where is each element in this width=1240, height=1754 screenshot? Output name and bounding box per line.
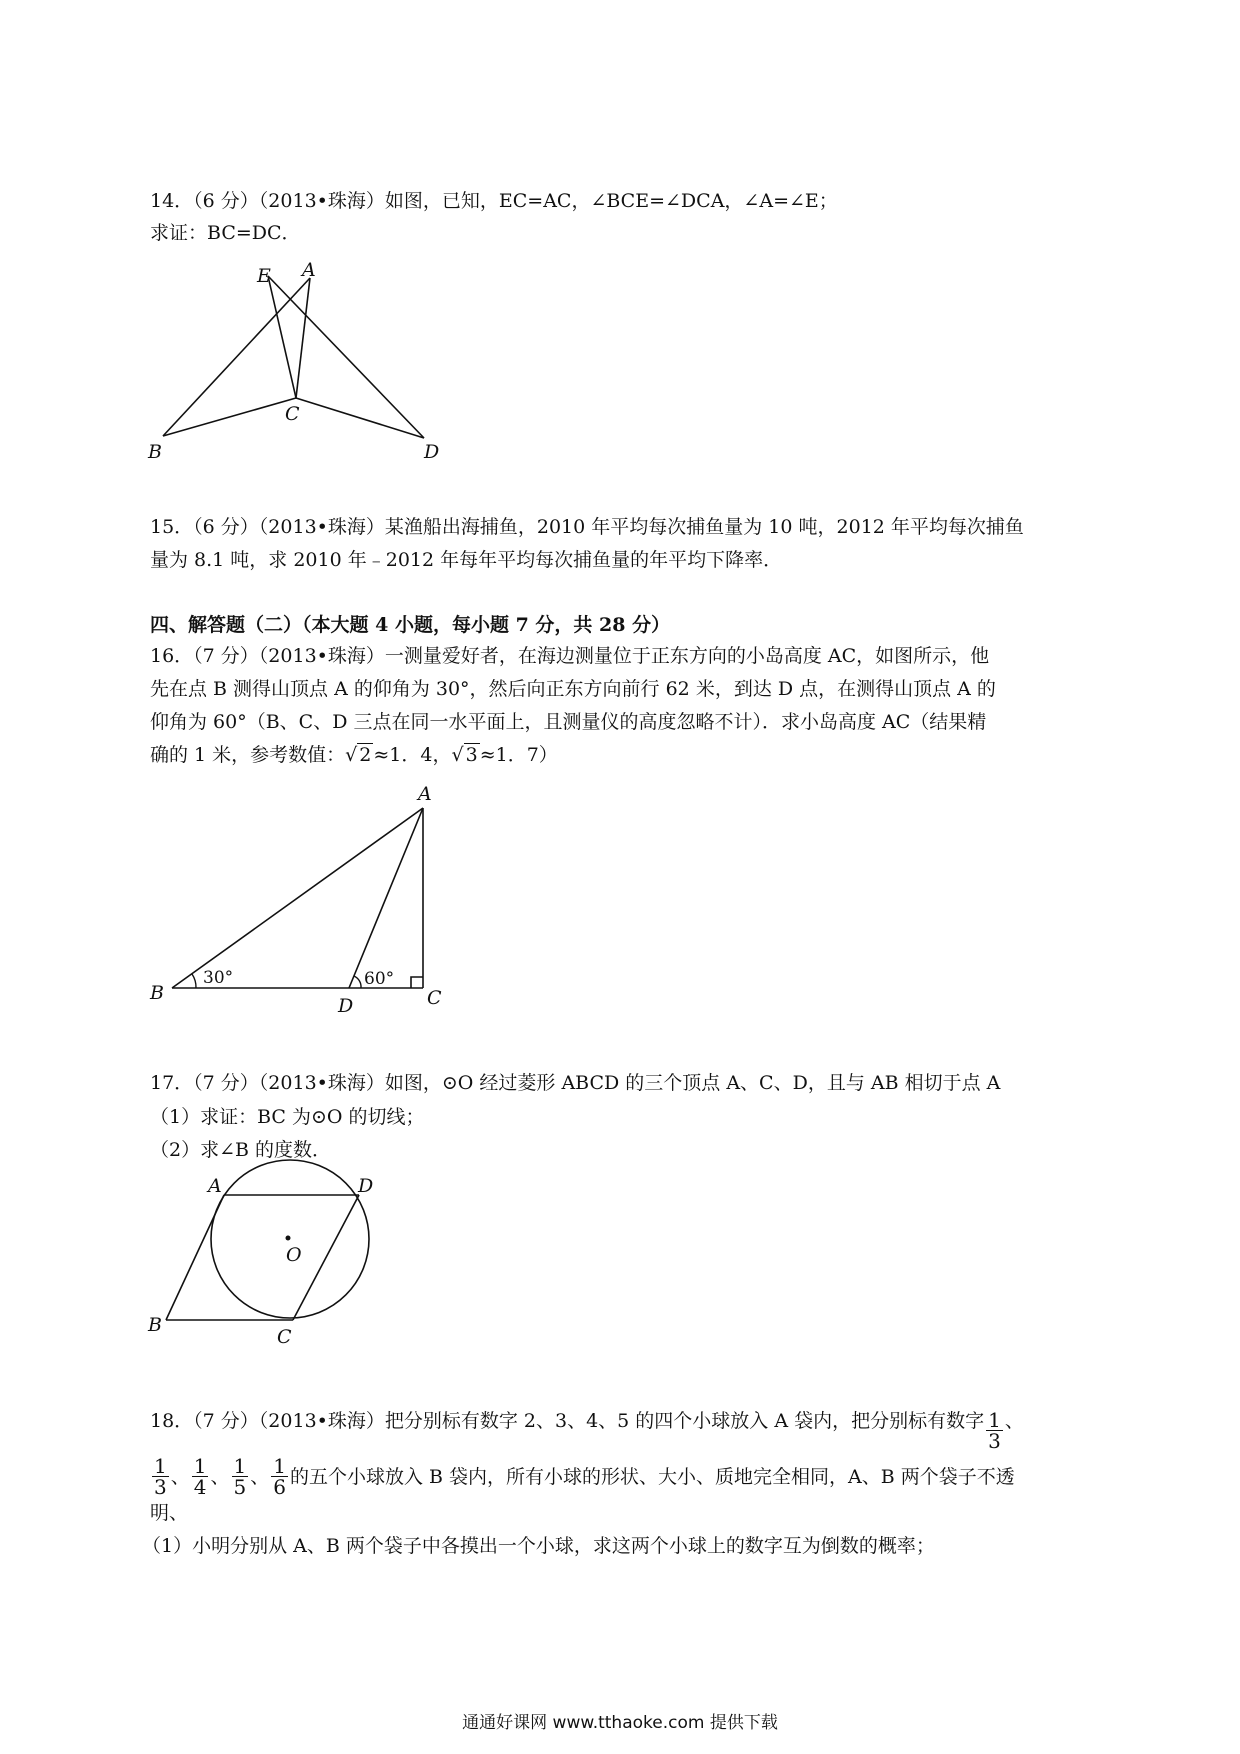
q14-label-b: B [148,441,162,463]
footer-credit: 通通好课网 www.tthaoke.com 提供下载 [462,1713,778,1733]
q16-label-b: B [150,982,164,1004]
q16-label-a: A [418,783,432,805]
q17-line2: （1）求证：BC 为⊙O 的切线； [150,1106,425,1128]
q14-label-e: E [257,265,271,287]
q16-angle-label-d: 60° [364,969,395,989]
q18-fraction-1-4: $\frac{1}{4}$ [193,1454,207,1499]
q18-first-fraction: $\frac{1}{3}$ [988,1408,1001,1453]
q18-comma-1: 、 [170,1465,190,1488]
q18-fraction-1-6: $\frac{1}{6}$ [273,1454,286,1499]
q16-label-d: D [338,995,354,1017]
q14-label-c: C [285,403,300,425]
sqrt2-expr: √ 2 [345,744,372,766]
q17-label-a: A [208,1175,222,1197]
sqrt3-expr: √ 3 [451,744,478,766]
q18-line2 [150,1456,1015,1497]
q18-comma-2: 、 [210,1465,230,1488]
q17-line1: 17．（7 分）（2013•珠海）如图，⊙O 经过菱形 ABCD 的三个顶点 A、C、D，且与 AB 相切于点 A [150,1072,1001,1094]
q14-line2: 求证：BC=DC． [150,222,301,244]
q16-line2: 先在点 B 测得山顶点 A 的仰角为 30°，然后向正东方向前行 62 米，到达 D 点，在测得山顶点 A 的 [150,678,996,700]
q18-line1 [150,1400,1024,1453]
q17-label-o: O [286,1244,302,1266]
q18-line2-text: 的五个小球放入 B 袋内，所有小球的形状、大小、质地完全相同，A、B 两个袋子不透 [289,1465,1015,1488]
q17-segment-dc [293,1195,359,1320]
q18-fraction-1-3: $\frac{1}{3}$ [154,1454,167,1499]
q18-separator: 、 [1004,1409,1024,1432]
q17-label-b: B [148,1314,162,1336]
q16-label-c: C [427,987,442,1009]
q18-comma-3: 、 [250,1465,270,1488]
approx1: ≈1．4， [373,744,452,766]
q17-label-d: D [358,1175,374,1197]
q16-line4-prefix: 确的 1 米，参考数值： [150,744,346,766]
q15-line2: 量为 8.1 吨，求 2010 年﹣2012 年每年平均每次捕鱼量的年平均下降率． [150,549,783,571]
q18-line1-text: 18．（7 分）（2013•珠海）把分别标有数字 2、3、4、5 的四个小球放入 A 袋内，把分别标有数字 [150,1409,985,1432]
q17-line3: （2）求∠B 的度数． [150,1139,332,1161]
q14-label-d: D [424,441,440,463]
approx2: ≈1．7） [479,744,558,766]
q14-label-a: A [302,259,316,281]
q14-line1: 14．（6 分）（2013•珠海）如图，已知，EC=AC，∠BCE=∠DCA，∠A=∠E； [150,190,838,212]
q18-line4: （1）小明分别从 A、B 两个袋子中各摸出一个小球，求这两个小球上的数字互为倒数的概率； [142,1535,935,1557]
q18-line3: 明、 [150,1502,189,1524]
q16-line3: 仰角为 60°（B、C、D 三点在同一水平面上，且测量仪的高度忽略不计）．求小岛高度 AC（结果精 [150,711,987,733]
q17-label-c: C [277,1326,292,1348]
section4-title: 四、解答题（二）（本大题 4 小题，每小题 7 分，共 28 分） [150,614,671,636]
q17-segment-ba [166,1195,224,1320]
q16-angle-label-b: 30° [203,968,234,988]
q15-line1: 15．（6 分）（2013•珠海）某渔船出海捕鱼，2010 年平均每次捕鱼量为 10 吨，2012 年平均每次捕鱼 [150,516,1024,538]
q16-line1: 16．（7 分）（2013•珠海）一测量爱好者，在海边测量位于正东方向的小岛高度 AC，如图所示，他 [150,645,990,667]
q17-center-dot [286,1236,291,1241]
q18-fraction-1-5: $\frac{1}{5}$ [233,1454,247,1499]
